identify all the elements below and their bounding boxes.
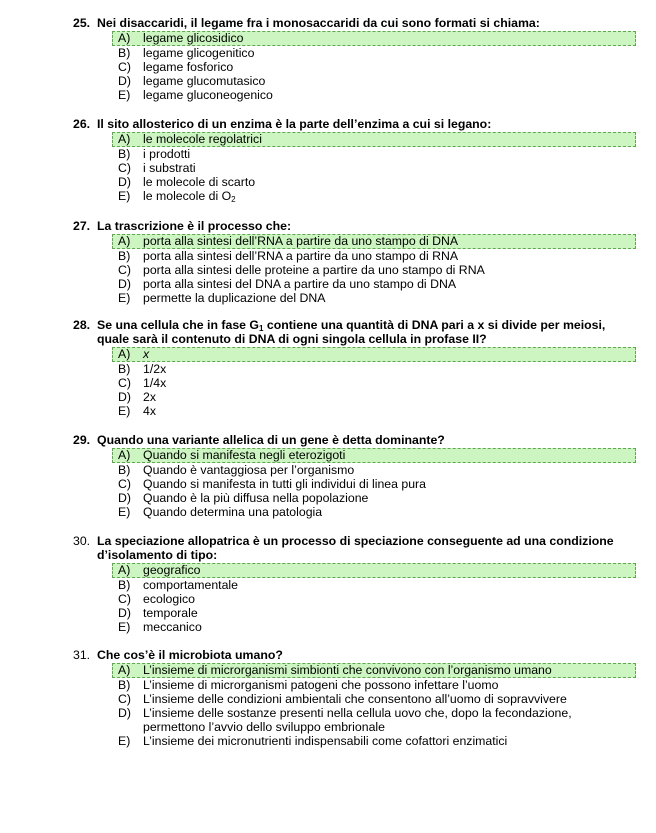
question-text: Che cos’è il microbiota umano? <box>97 648 283 662</box>
answer-letter: A) <box>118 563 131 577</box>
answer-text: L’insieme di microrganismi patogeni che possono infettare l’uomo <box>143 678 499 692</box>
answer-text: L’insieme di microrganismi simbionti che convivono con l’organismo umano <box>143 663 552 677</box>
question-30 <box>0 534 656 634</box>
question-25 <box>0 16 656 102</box>
answer-letter: A) <box>118 347 131 361</box>
question-number: 29. <box>73 433 91 447</box>
answer-option[interactable] <box>0 477 656 491</box>
question-text: Quando una variante allelica di un gene è detta dominante? <box>97 433 445 447</box>
answer-correct[interactable] <box>112 234 636 249</box>
answer-option[interactable] <box>0 620 656 634</box>
answer-letter: E) <box>118 734 131 748</box>
answer-letter: D) <box>118 390 131 404</box>
answer-text: 2x <box>143 390 156 404</box>
answer-letter: C) <box>118 263 131 277</box>
answer-text: i substrati <box>143 161 196 175</box>
answer-letter: A) <box>118 234 131 248</box>
question-26 <box>0 117 656 203</box>
answer-option[interactable] <box>0 491 656 505</box>
answer-option[interactable] <box>0 175 656 189</box>
answer-option[interactable] <box>0 706 656 734</box>
answer-letter: B) <box>118 463 131 477</box>
answer-option[interactable] <box>0 88 656 102</box>
question-28 <box>0 318 656 418</box>
answer-option[interactable] <box>0 189 656 203</box>
answer-letter: D) <box>118 606 131 620</box>
question-text <box>97 534 629 562</box>
answer-option[interactable] <box>0 263 656 277</box>
answer-correct[interactable] <box>112 31 636 46</box>
answer-correct[interactable] <box>112 347 636 362</box>
question-31 <box>0 648 656 748</box>
answer-letter: B) <box>118 578 131 592</box>
question-text: Il sito allosterico di un enzima è la parte dell’enzima a cui si legano: <box>97 117 492 131</box>
answer-text: meccanico <box>143 620 202 634</box>
answer-letter: C) <box>118 692 131 706</box>
answer-option[interactable] <box>0 46 656 60</box>
question-number: 25. <box>73 16 91 30</box>
answer-correct[interactable] <box>112 563 636 578</box>
answer-text: temporale <box>143 606 198 620</box>
answer-option[interactable] <box>0 161 656 175</box>
answer-option[interactable] <box>0 277 656 291</box>
answer-text: Quando si manifesta in tutti gli individui di linea pura <box>143 477 426 491</box>
question-text-part: contiene una quantità di DNA pari a x si divide per meiosi, <box>263 318 606 332</box>
question-text <box>97 318 629 346</box>
question-29 <box>0 433 656 519</box>
answer-text: ecologico <box>143 592 195 606</box>
question-text-part: quale sarà il contenuto di DNA di ogni singola cellula in profase II? <box>97 332 487 346</box>
answer-text-line: permettono l’avvio dello sviluppo embrionale <box>143 720 385 734</box>
answer-text: 1/2x <box>143 362 167 376</box>
answer-letter: E) <box>118 291 131 305</box>
answer-letter: C) <box>118 60 131 74</box>
answer-letter: B) <box>118 362 131 376</box>
answer-text: Quando è vantaggiosa per l’organismo <box>143 463 355 477</box>
answer-letter: E) <box>118 505 131 519</box>
answer-letter: B) <box>118 46 131 60</box>
answer-option[interactable] <box>0 734 656 748</box>
answer-correct[interactable] <box>112 132 636 147</box>
answer-letter: D) <box>118 175 131 189</box>
answer-text <box>143 189 656 203</box>
answer-text: Quando determina una patologia <box>143 505 323 519</box>
question-number: 31. <box>73 648 91 662</box>
answer-text: Quando si manifesta negli eterozigoti <box>143 448 346 462</box>
answer-letter: B) <box>118 249 131 263</box>
answer-letter: E) <box>118 189 131 203</box>
answer-option[interactable] <box>0 390 656 404</box>
answer-text: le molecole di scarto <box>143 175 256 189</box>
answer-text: le molecole regolatrici <box>143 132 262 146</box>
answer-text: i prodotti <box>143 147 191 161</box>
answer-option[interactable] <box>0 291 656 305</box>
answer-letter: E) <box>118 620 131 634</box>
answer-correct[interactable] <box>112 448 636 463</box>
answer-text: Quando è la più diffusa nella popolazione <box>143 491 369 505</box>
answer-option[interactable] <box>0 362 656 376</box>
answer-option[interactable] <box>0 74 656 88</box>
answer-letter: D) <box>118 706 131 720</box>
answer-text: legame glucomutasico <box>143 74 266 88</box>
answer-text: legame glicogenitico <box>143 46 255 60</box>
answer-letter: C) <box>118 592 131 606</box>
answer-letter: A) <box>118 132 131 146</box>
question-text: Nei disaccaridi, il legame fra i monosaccaridi da cui sono formati si chiama: <box>97 16 540 30</box>
answer-letter: E) <box>118 88 131 102</box>
answer-letter: D) <box>118 277 131 291</box>
answer-letter: C) <box>118 477 131 491</box>
answer-text: 4x <box>143 404 156 418</box>
answer-text: geografico <box>143 563 201 577</box>
answer-option[interactable] <box>0 505 656 519</box>
answer-letter: E) <box>118 404 131 418</box>
answer-letter: B) <box>118 678 131 692</box>
answer-text: x <box>143 347 150 361</box>
question-number: 30. <box>73 534 91 548</box>
answer-text: porta alla sintesi dell’RNA a partire da uno stampo di DNA <box>143 234 459 248</box>
answer-text <box>143 706 656 734</box>
answer-option[interactable] <box>0 147 656 161</box>
answer-text: legame gluconeogenico <box>143 88 273 102</box>
answer-option[interactable] <box>0 578 656 592</box>
question-text-part: Se una cellula che in fase G <box>97 318 259 332</box>
answer-text: permette la duplicazione del DNA <box>143 291 326 305</box>
answer-letter: A) <box>118 448 131 462</box>
question-number: 28. <box>73 318 91 332</box>
answer-option[interactable] <box>0 404 656 418</box>
answer-text: legame fosforico <box>143 60 234 74</box>
answer-text: legame glicosidico <box>143 31 244 45</box>
answer-text: porta alla sintesi dell’RNA a partire da uno stampo di RNA <box>143 249 459 263</box>
answer-letter: A) <box>118 31 131 45</box>
answer-option[interactable] <box>0 692 656 706</box>
question-text-part: d’isolamento di tipo: <box>97 548 218 562</box>
answer-option[interactable] <box>0 678 656 692</box>
answer-text: porta alla sintesi del DNA a partire da uno stampo di DNA <box>143 277 457 291</box>
answer-option[interactable] <box>0 592 656 606</box>
answer-text: comportamentale <box>143 578 239 592</box>
answer-text: 1/4x <box>143 376 167 390</box>
subscript: 2 <box>231 195 236 204</box>
answer-letter: D) <box>118 74 131 88</box>
answer-text: porta alla sintesi delle proteine a partire da uno stampo di RNA <box>143 263 485 277</box>
answer-option[interactable] <box>0 606 656 620</box>
answer-correct[interactable] <box>112 663 636 678</box>
answer-text-main: le molecole di O <box>143 189 232 203</box>
answer-option[interactable] <box>0 249 656 263</box>
question-text-part: La speciazione allopatrica è un processo di speciazione conseguente ad una condizione <box>97 534 614 548</box>
answer-letter: D) <box>118 491 131 505</box>
answer-letter: A) <box>118 663 131 677</box>
answer-text-line: L’insieme delle sostanze presenti nella cellula uovo che, dopo la fecondazione, <box>143 706 572 720</box>
answer-option[interactable] <box>0 463 656 477</box>
answer-letter: B) <box>118 147 131 161</box>
answer-option[interactable] <box>0 60 656 74</box>
answer-text: L’insieme dei micronutrienti indispensabili come cofattori enzimatici <box>143 734 508 748</box>
question-number: 27. <box>73 219 91 233</box>
answer-text: L’insieme delle condizioni ambientali che consentono all’uomo di sopravvivere <box>143 692 567 706</box>
question-number: 26. <box>73 117 91 131</box>
subscript: 1 <box>258 324 264 333</box>
answer-letter: C) <box>118 376 131 390</box>
answer-option[interactable] <box>0 376 656 390</box>
answer-letter: C) <box>118 161 131 175</box>
question-27 <box>0 219 656 305</box>
question-text: La trascrizione è il processo che: <box>97 219 292 233</box>
